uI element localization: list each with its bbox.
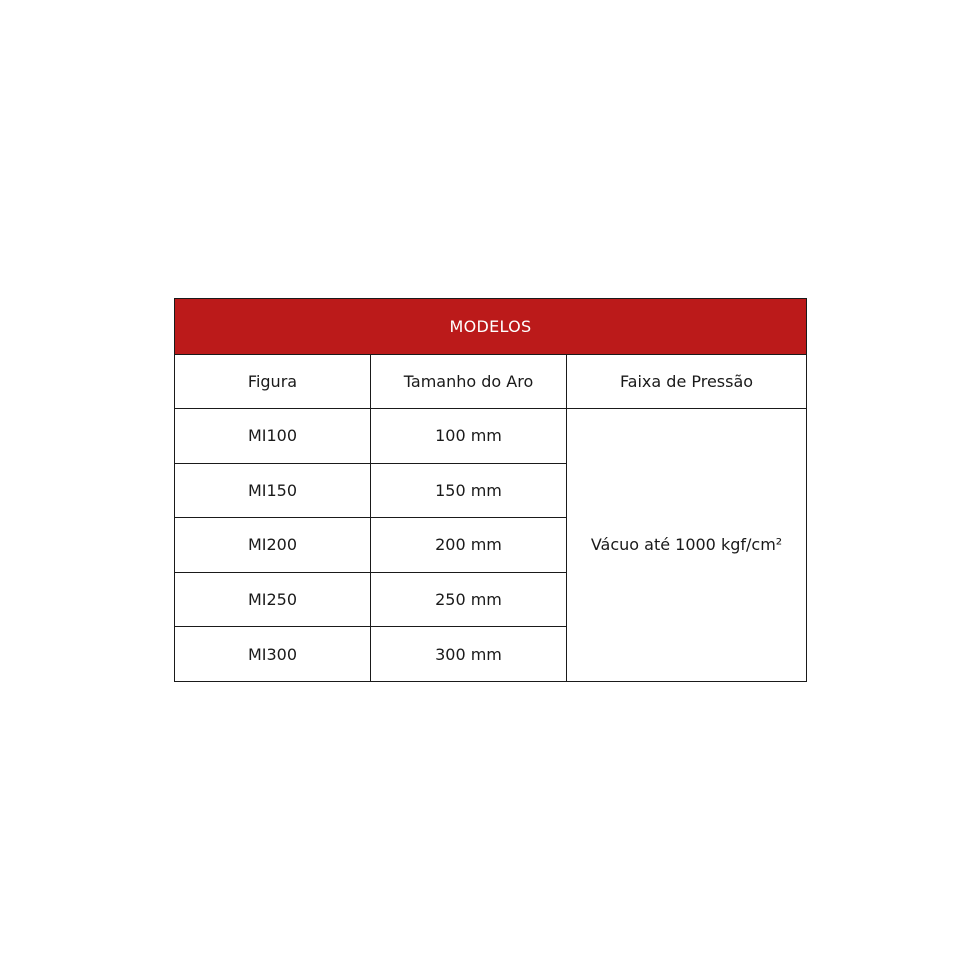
models-table — [174, 298, 807, 682]
cell-figura: MI300 — [175, 627, 371, 682]
header-figura: Figura — [175, 355, 371, 409]
cell-tamanho: 150 mm — [371, 463, 567, 518]
table-title: MODELOS — [175, 299, 807, 355]
cell-tamanho: 300 mm — [371, 627, 567, 682]
table-title-row — [175, 299, 807, 355]
cell-figura: MI100 — [175, 409, 371, 464]
cell-tamanho: 200 mm — [371, 518, 567, 573]
cell-tamanho: 250 mm — [371, 572, 567, 627]
table-header-row — [175, 355, 807, 409]
cell-figura: MI150 — [175, 463, 371, 518]
cell-figura: MI200 — [175, 518, 371, 573]
cell-faixa-de-pressao: Vácuo até 1000 kgf/cm² — [567, 409, 807, 682]
header-faixa-de-pressao: Faixa de Pressão — [567, 355, 807, 409]
cell-figura: MI250 — [175, 572, 371, 627]
table-row — [175, 409, 807, 464]
header-tamanho-do-aro: Tamanho do Aro — [371, 355, 567, 409]
cell-tamanho: 100 mm — [371, 409, 567, 464]
